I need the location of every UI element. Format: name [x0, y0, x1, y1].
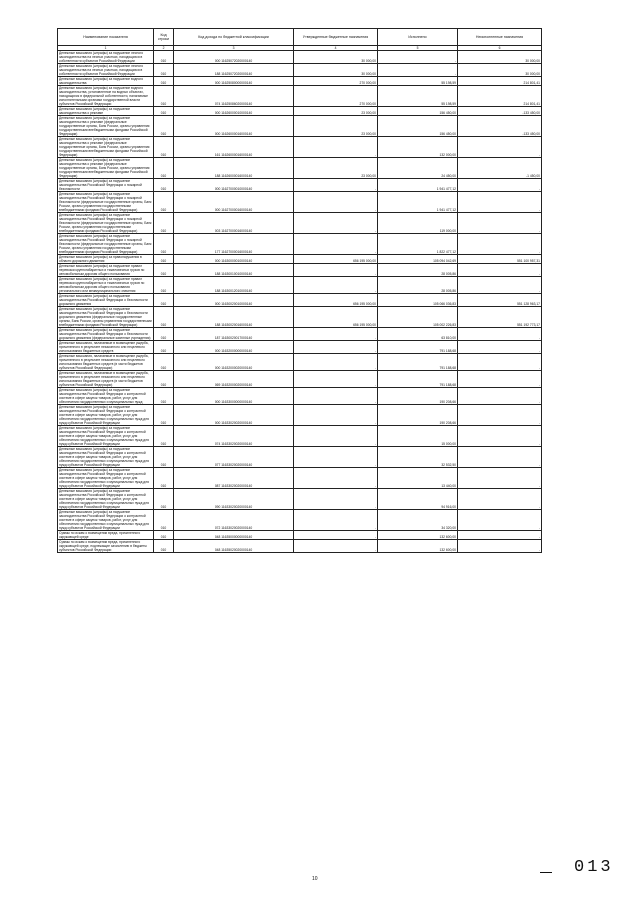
- row-unexecuted: -: [458, 540, 542, 553]
- row-unexecuted: 551 100 957,31: [458, 255, 542, 264]
- stamp-dash: [540, 872, 552, 873]
- row-executed: 132 000,00: [378, 137, 458, 158]
- row-approved: -: [294, 510, 378, 531]
- row-income-code: 188 11630010010000140: [174, 264, 294, 277]
- row-unexecuted: 214 801,41: [458, 77, 542, 86]
- table-row: [58, 107, 542, 116]
- row-income-code: 000 11632000020000140: [174, 354, 294, 371]
- row-unexecuted: -: [458, 264, 542, 277]
- row-unexecuted: -: [458, 447, 542, 468]
- row-income-code: 077 11633020020000140: [174, 447, 294, 468]
- row-line-code: 010: [154, 64, 174, 77]
- row-income-code: 188 11626000016000140: [174, 158, 294, 179]
- row-name: Денежные взыскания, налагаемые в возмещение ущерба, причиненного в результате незаконного или нецелевого использования бюджетных средств: [58, 341, 154, 354]
- row-name: Суммы по искам о возмещении вреда, причиненного окружающей среде: [58, 531, 154, 540]
- row-unexecuted: 551 128 963,17: [458, 294, 542, 307]
- row-name: Денежные взыскания (штрафы) за нарушение правил перевозки крупногабаритных и тяжеловесных грузов по автомобильным дорогам общего пользования: [58, 264, 154, 277]
- row-name: Денежные взыскания (штрафы) за нарушение правил перевозки крупногабаритных и тяжеловесных грузов по автомобильным дорогам общего пользования регионального или межмуниципального значения: [58, 277, 154, 294]
- row-line-code: 010: [154, 192, 174, 213]
- row-name: Денежные взыскания, налагаемые в возмещение ущерба, причиненного в результате незаконного или нецелевого использования бюджетных средств (в части бюджетов субъектов Российской Федерации): [58, 371, 154, 388]
- row-line-code: 010: [154, 179, 174, 192]
- row-income-code: 000 11630020010000140: [174, 294, 294, 307]
- table-row: [58, 489, 542, 510]
- row-approved: 270 000,00: [294, 86, 378, 107]
- row-income-code: 074 11625086020000140: [174, 86, 294, 107]
- row-executed: 1 822 477,12: [378, 234, 458, 255]
- row-executed: 791 188,68: [378, 354, 458, 371]
- row-line-code: 010: [154, 540, 174, 553]
- row-line-code: 010: [154, 447, 174, 468]
- row-executed: 32 532,50: [378, 447, 458, 468]
- row-approved: -: [294, 371, 378, 388]
- row-name: Денежные взыскания (штрафы) за нарушение законодательства о рекламе (федеральные государственные органы, Банк России, органы управления государственными внебюджетными фондами Российской Федерации): [58, 137, 154, 158]
- table-header-row: [58, 29, 542, 46]
- row-income-code: 000 11627000010000140: [174, 179, 294, 192]
- table-row: [58, 255, 542, 264]
- row-name: Денежные взыскания (штрафы) за нарушение законодательства о рекламе: [58, 107, 154, 116]
- table-row: [58, 531, 542, 540]
- row-name: Денежные взыскания (штрафы) за нарушение законодательства о рекламе (федеральные государственные органы, Банк России, органы управления государственными внебюджетными фондами Российской Федерации): [58, 158, 154, 179]
- row-executed: -: [378, 64, 458, 77]
- row-unexecuted: -1 450,00: [458, 158, 542, 179]
- row-income-code: 048 11635020020000140: [174, 540, 294, 553]
- row-income-code: 188 11630012010000140: [174, 277, 294, 294]
- table-row: [58, 234, 542, 255]
- row-name: Денежные взыскания (штрафы) за нарушение законодательства Российской Федерации о контрактной системе в сфере закупок товаров, работ, услуг для обеспечения государственных и муниципальных нужд для нужд субъектов Российской Федерации: [58, 510, 154, 531]
- row-approved: -: [294, 341, 378, 354]
- row-name: Денежные взыскания (штрафы) за нарушение законодательства Российской Федерации о безопасности дорожного движения (федеральные государственные органы, Банк России, органы управления государственными внебюджетными фондами Российской Федерации): [59, 307, 152, 327]
- row-income-code: 003 11627000016000140: [174, 213, 294, 234]
- row-executed: 132 600,00: [378, 531, 458, 540]
- row-income-code: 177 11627000016000140: [174, 234, 294, 255]
- row-approved: -: [294, 277, 378, 294]
- row-line-code: 010: [154, 234, 174, 255]
- table-row: [58, 341, 542, 354]
- row-unexecuted: -: [458, 213, 542, 234]
- row-line-code: 010: [154, 531, 174, 540]
- row-executed: 55 198,59: [378, 86, 458, 107]
- report-sheet: [57, 28, 541, 553]
- row-approved: -: [294, 468, 378, 489]
- row-executed: 24 450,00: [378, 158, 458, 179]
- row-unexecuted: -: [458, 192, 542, 213]
- row-income-code: 000 11625080000000140: [174, 77, 294, 86]
- page-number: 10: [312, 876, 318, 882]
- row-executed: 15 000,00: [378, 426, 458, 447]
- row-name: Денежные взыскания (штрафы) за нарушение законодательства о рекламе (федеральные государственные органы, Банк России, органы управления государственными внебюджетными фондами Российской Федерации): [58, 116, 154, 137]
- row-income-code: 048 11635000000000140: [174, 531, 294, 540]
- column-number: 3: [174, 46, 294, 51]
- row-executed: 28 005,86: [378, 264, 458, 277]
- row-approved: -: [294, 234, 378, 255]
- row-name: Денежные взыскания (штрафы) за нарушение законодательства Российской Федерации о безопасности дорожного движения: [58, 294, 154, 307]
- row-income-code: 000 11632000000000140: [174, 341, 294, 354]
- row-unexecuted: 551 192 773,17: [458, 307, 542, 328]
- table-row: [58, 137, 542, 158]
- row-unexecuted: -: [458, 426, 542, 447]
- row-income-code: 069 11632000020000140: [174, 371, 294, 388]
- row-executed: 156 450,00: [378, 116, 458, 137]
- row-name: Денежные взыскания (штрафы) за нарушение законодательства Российской Федерации о контрактной системе в сфере закупок товаров, работ, услуг для обеспечения государственных и муниципальных нужд для нужд субъектов Российской Федерации: [58, 468, 154, 489]
- table-row: [58, 277, 542, 294]
- row-approved: 656 195 000,00: [294, 255, 378, 264]
- row-executed: 791 188,68: [378, 341, 458, 354]
- row-unexecuted: -: [458, 341, 542, 354]
- row-approved: -: [294, 405, 378, 426]
- table-row: [58, 447, 542, 468]
- row-line-code: 010: [154, 341, 174, 354]
- row-income-code: 161 11626000016000140: [174, 137, 294, 158]
- row-unexecuted: -: [458, 328, 542, 341]
- row-approved: -: [294, 328, 378, 341]
- table-row: [58, 294, 542, 307]
- row-executed: 105 094 042,69: [378, 255, 458, 264]
- table-row: [58, 158, 542, 179]
- row-income-code: 087 11633020020000140: [174, 468, 294, 489]
- table-row: [58, 86, 542, 107]
- row-name: Денежные взыскания (штрафы) за правонарушения в области дорожного движения: [58, 255, 154, 264]
- row-executed: 1 941 477,12: [378, 179, 458, 192]
- row-approved: 270 000,00: [294, 77, 378, 86]
- row-executed: 105 066 036,83: [378, 294, 458, 307]
- row-executed: 28 005,86: [378, 277, 458, 294]
- header-executed: Исполнено: [378, 29, 458, 46]
- row-unexecuted: -: [458, 371, 542, 388]
- row-unexecuted: -: [458, 137, 542, 158]
- row-executed: 190 208,66: [378, 388, 458, 405]
- row-executed: 63 810,00: [378, 328, 458, 341]
- table-row: [58, 64, 542, 77]
- row-approved: -: [294, 426, 378, 447]
- row-name: Денежные взыскания (штрафы) за нарушение водного законодательства, установленное на водных объектах, находящихся в федеральной собственности, налагаемые исполнительными органами государственной власти субъектов Российской Федерации: [58, 86, 154, 107]
- row-name: Денежные взыскания (штрафы) за нарушение законодательства Российской Федерации о контрактной системе в сфере закупок товаров, работ, услуг для обеспечения государственных и муниципальных нужд для нужд субъектов Российской Федерации: [58, 405, 154, 426]
- row-income-code: 072 11633020020000140: [174, 510, 294, 531]
- row-unexecuted: -: [458, 510, 542, 531]
- row-unexecuted: -: [458, 179, 542, 192]
- table-body: [58, 51, 542, 553]
- row-approved: -: [294, 192, 378, 213]
- row-name: Денежные взыскания (штрафы) за нарушение законодательства Российской Федерации о контрактной системе в сфере закупок товаров, работ, услуг для обеспечения государственных и муниципальных нужд для нужд субъектов Российской Федерации: [58, 426, 154, 447]
- row-line-code: 010: [154, 137, 174, 158]
- table-row: [58, 468, 542, 489]
- row-income-code: 074 11633020020000140: [174, 426, 294, 447]
- row-executed: 791 188,68: [378, 371, 458, 388]
- table-row: [58, 213, 542, 234]
- row-income-code: 188 11630020016000140: [174, 307, 294, 328]
- row-executed: 156 450,00: [378, 107, 458, 116]
- row-name: Суммы по искам о возмещении вреда, причиненного окружающей среде, подлежащие зачислению в бюджеты субъектов Российской Федерации: [58, 540, 154, 553]
- row-income-code: 090 11633020020000140: [174, 489, 294, 510]
- table-row: [58, 426, 542, 447]
- table-row: [58, 540, 542, 553]
- row-line-code: 010: [154, 264, 174, 277]
- row-executed: 132 600,00: [378, 540, 458, 553]
- row-approved: -: [294, 264, 378, 277]
- row-name: Денежные взыскания (штрафы) за нарушение водного законодательства: [58, 77, 154, 86]
- row-approved: -: [294, 447, 378, 468]
- column-number: 1: [58, 46, 154, 51]
- table-row: [58, 264, 542, 277]
- row-approved: -: [294, 354, 378, 371]
- row-executed: 105 002 226,83: [378, 307, 458, 328]
- row-unexecuted: -133 450,00: [458, 116, 542, 137]
- row-approved: -: [294, 531, 378, 540]
- header-line-code: Код строки: [154, 29, 174, 46]
- row-line-code: 010: [154, 255, 174, 264]
- row-line-code: 010: [154, 510, 174, 531]
- table-row: [58, 388, 542, 405]
- row-line-code: 010: [154, 107, 174, 116]
- table-row: [58, 77, 542, 86]
- table-row: [58, 116, 542, 137]
- row-approved: 23 000,00: [294, 107, 378, 116]
- row-executed: 34 320,00: [378, 510, 458, 531]
- row-unexecuted: -: [458, 234, 542, 255]
- row-approved: 23 000,00: [294, 158, 378, 179]
- row-line-code: 010: [154, 354, 174, 371]
- row-line-code: 010: [154, 77, 174, 86]
- row-line-code: 010: [154, 371, 174, 388]
- row-executed: 119 000,00: [378, 213, 458, 234]
- row-line-code: 010: [154, 307, 174, 328]
- row-income-code: 000 11633020020000140: [174, 405, 294, 426]
- row-approved: -: [294, 489, 378, 510]
- row-executed: 55 198,59: [378, 77, 458, 86]
- row-name: Денежные взыскания (штрафы) за нарушение законодательства Российской Федерации о пожарной безопасности (федеральные государственные органы, Банк России, органы управления государственными внебюджетными фондами Российской Федерации): [58, 213, 154, 234]
- header-name: Наименование показателя: [58, 29, 154, 46]
- row-unexecuted: -: [458, 531, 542, 540]
- header-approved: Утвержденные бюджетные назначения: [294, 29, 378, 46]
- row-line-code: 010: [154, 116, 174, 137]
- row-name: Денежные взыскания (штрафы) за нарушение законодательства Российской Федерации о пожарной безопасности (федеральные государственные органы, Банк России, органы управления государственными внебюджетными фондами Российской Федерации): [58, 234, 154, 255]
- table-row: [58, 354, 542, 371]
- row-income-code: 187 11630020017000140: [174, 328, 294, 341]
- row-name: Денежные взыскания (штрафы) за нарушение законодательства Российской Федерации о пожарной безопасности: [58, 179, 154, 192]
- row-name: Денежные взыскания (штрафы) за нарушение лесного законодательства на лесных участках, находящихся в собственности субъектов Российской Федерации: [58, 64, 154, 77]
- row-line-code: 010: [154, 277, 174, 294]
- table-row: [58, 328, 542, 341]
- row-unexecuted: -: [458, 468, 542, 489]
- row-line-code: 010: [154, 86, 174, 107]
- row-executed: 13 440,00: [378, 468, 458, 489]
- row-unexecuted: -: [458, 277, 542, 294]
- row-income-code: 000 11625072020000140: [174, 51, 294, 64]
- row-approved: 30 000,00: [294, 51, 378, 64]
- row-approved: 656 195 000,00: [294, 307, 378, 328]
- row-name: Денежные взыскания, налагаемые в возмещение ущерба, причиненного в результате незаконного или нецелевого использования бюджетных средств (в части бюджетов субъектов Российской Федерации): [58, 354, 154, 371]
- row-line-code: 010: [154, 405, 174, 426]
- row-income-code: 000 11630000010000140: [174, 255, 294, 264]
- row-income-code: 000 11626000010000140: [174, 107, 294, 116]
- row-line-code: 010: [154, 489, 174, 510]
- table-row: [58, 51, 542, 64]
- row-approved: 656 195 000,00: [294, 294, 378, 307]
- row-name: Денежные взыскания (штрафы) за нарушение законодательства Российской Федерации о безопасности дорожного движения (федеральные казенные учреждения): [58, 328, 154, 341]
- table-row: [58, 179, 542, 192]
- row-unexecuted: 214 801,41: [458, 86, 542, 107]
- row-unexecuted: 30 000,00: [458, 51, 542, 64]
- row-approved: -: [294, 137, 378, 158]
- header-unexecuted: Неисполненные назначения: [458, 29, 542, 46]
- table-row: [58, 371, 542, 388]
- row-line-code: 010: [154, 388, 174, 405]
- row-line-code: 010: [154, 468, 174, 489]
- row-unexecuted: -: [458, 354, 542, 371]
- table-row: [58, 192, 542, 213]
- row-name: Денежные взыскания (штрафы) за нарушение законодательства Российской Федерации о контрактной системе в сфере закупок товаров, работ, услуг для обеспечения государственных и муниципальных нужд: [58, 388, 154, 405]
- row-approved: 23 000,00: [294, 116, 378, 137]
- row-executed: -: [378, 51, 458, 64]
- row-approved: -: [294, 179, 378, 192]
- row-unexecuted: -: [458, 405, 542, 426]
- column-number: 4: [294, 46, 378, 51]
- row-approved: -: [294, 388, 378, 405]
- row-name: Денежные взыскания (штрафы) за нарушение законодательства Российской Федерации о пожарной безопасности (федеральные государственные органы, Банк России, органы управления государственными внебюджетными фондами Российской Федерации): [58, 192, 154, 213]
- row-name: Денежные взыскания (штрафы) за нарушение законодательства Российской Федерации о контрактной системе в сфере закупок товаров, работ, услуг для обеспечения государственных и муниципальных нужд для нужд субъектов Российской Федерации: [58, 447, 154, 468]
- row-line-code: 010: [154, 294, 174, 307]
- row-name: Денежные взыскания (штрафы) за нарушение лесного законодательства на лесных участках, находящихся в собственности субъектов Российской Федерации: [58, 51, 154, 64]
- row-name: Денежные взыскания (штрафы) за нарушение законодательства Российской Федерации о контрактной системе в сфере закупок товаров, работ, услуг для обеспечения государственных и муниципальных нужд для нужд субъектов Российской Федерации: [58, 489, 154, 510]
- table-row: [58, 510, 542, 531]
- column-number: 5: [378, 46, 458, 51]
- row-line-code: 010: [154, 328, 174, 341]
- row-income-code: 000 11633000000000140: [174, 388, 294, 405]
- row-income-code: 000 11627000016000140: [174, 192, 294, 213]
- row-executed: 1 941 477,12: [378, 192, 458, 213]
- row-executed: 190 208,66: [378, 405, 458, 426]
- row-approved: -: [294, 213, 378, 234]
- table-row: [58, 405, 542, 426]
- row-approved: -: [294, 540, 378, 553]
- header-income-code: Код дохода по бюджетной классификации: [174, 29, 294, 46]
- table-row: [58, 307, 542, 328]
- row-unexecuted: -: [458, 489, 542, 510]
- budget-execution-table: [57, 28, 542, 553]
- row-income-code: 188 11625072020000140: [174, 64, 294, 77]
- row-line-code: 010: [154, 213, 174, 234]
- row-income-code: 000 11626000016000140: [174, 116, 294, 137]
- row-approved: 30 000,00: [294, 64, 378, 77]
- row-executed: 94 916,00: [378, 489, 458, 510]
- sheet-stamp-number: 013: [574, 858, 614, 877]
- row-unexecuted: -: [458, 388, 542, 405]
- row-unexecuted: 30 000,00: [458, 64, 542, 77]
- column-number: 2: [154, 46, 174, 51]
- row-unexecuted: -133 450,00: [458, 107, 542, 116]
- row-line-code: 010: [154, 158, 174, 179]
- row-line-code: 010: [154, 51, 174, 64]
- column-number: 6: [458, 46, 542, 51]
- row-line-code: 010: [154, 426, 174, 447]
